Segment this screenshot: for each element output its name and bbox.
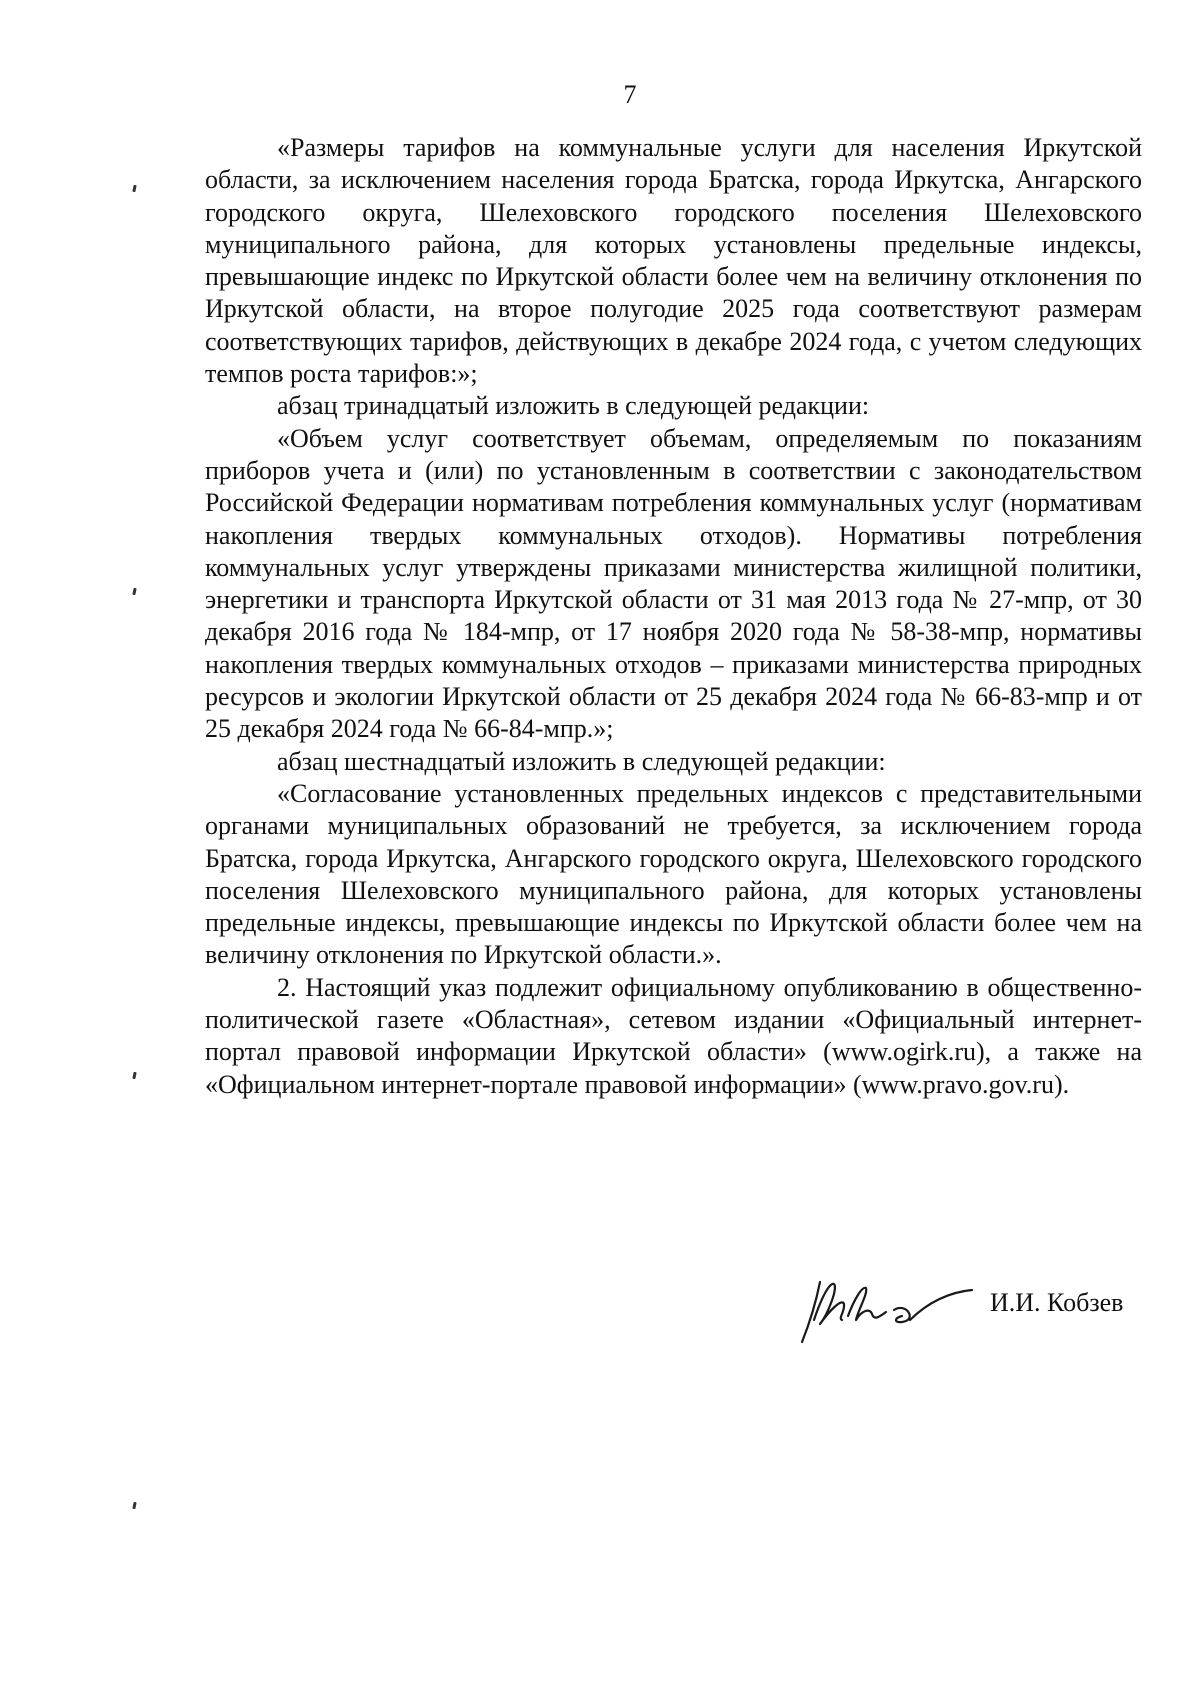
margin-mark [132, 185, 136, 192]
margin-mark [132, 1502, 136, 1509]
margin-mark [132, 588, 136, 595]
paragraph-service-volume: «Объем услуг соответствует объемам, определяемым по показаниям приборов учета и (или) по установленным в соответствии с законодательством Российской Федерации нормативам потребления коммунальных услуг (нормативам накопления твердых коммунальных отходов). Нормативы потребления коммунальных услуг утверждены приказами министерства жилищной политики, энергетики и транспорта Иркутской области от 31 мая 2013 года № 27-мпр, от 30 декабря 2016 года № 184-мпр, от 17 ноября 2020 года № 58-38-мпр, нормативы накопления твердых коммунальных отходов – приказами министерства природных ресурсов и экологии Иркутской области от 25 декабря 2024 года № 66-83-мпр и от 25 декабря 2024 года № 66-84-мпр.»; [205, 423, 1142, 744]
document-body [205, 132, 1142, 1101]
paragraph-sixteenth-instruction: абзац шестнадцатый изложить в следующей редакции: [277, 746, 886, 776]
signer-name: И.И. Кобзев [990, 1288, 1124, 1317]
paragraph-index-approval: «Согласование установленных предельных индексов с представительными органами муниципальных образований не требуется, за исключением города Братска, города Иркутска, Ангарского городского округа, Шелеховского городского поселения Шелеховского муниципального района, для которых установлены предельные индексы, превышающие индексы по Иркутской области более чем на величину отклонения по Иркутской области.». [205, 778, 1142, 970]
margin-mark [132, 1072, 136, 1079]
signature-block [790, 1262, 1150, 1362]
handwritten-signature [790, 1262, 990, 1362]
paragraph-publication: 2. Настоящий указ подлежит официальному опубликованию в общественно-политической газете «Областная», сетевом издании «Официальный интернет-портал правовой информации Иркутской области» (www.ogirk.ru), а также на «Официальном интернет-портале правовой информации» (www.pravo.gov.ru). [205, 972, 1142, 1099]
paragraph-tariff-sizes: «Размеры тарифов на коммунальные услуги для населения Иркутской области, за исключением населения города Братска, города Иркутска, Ангарского городского округа, Шелеховского городского поселения Шелеховского муниципального района, для которых установлены предельные индексы, превышающие индекс по Иркутской области более чем на величину отклонения по Иркутской области, на второе полугодие 2025 года соответствуют размерам соответствующих тарифов, действующих в декабре 2024 года, с учетом следующих темпов роста тарифов:»; [205, 133, 1142, 389]
page-number: 7 [623, 80, 637, 109]
paragraph-thirteenth-instruction: абзац тринадцатый изложить в следующей редакции: [277, 391, 870, 421]
